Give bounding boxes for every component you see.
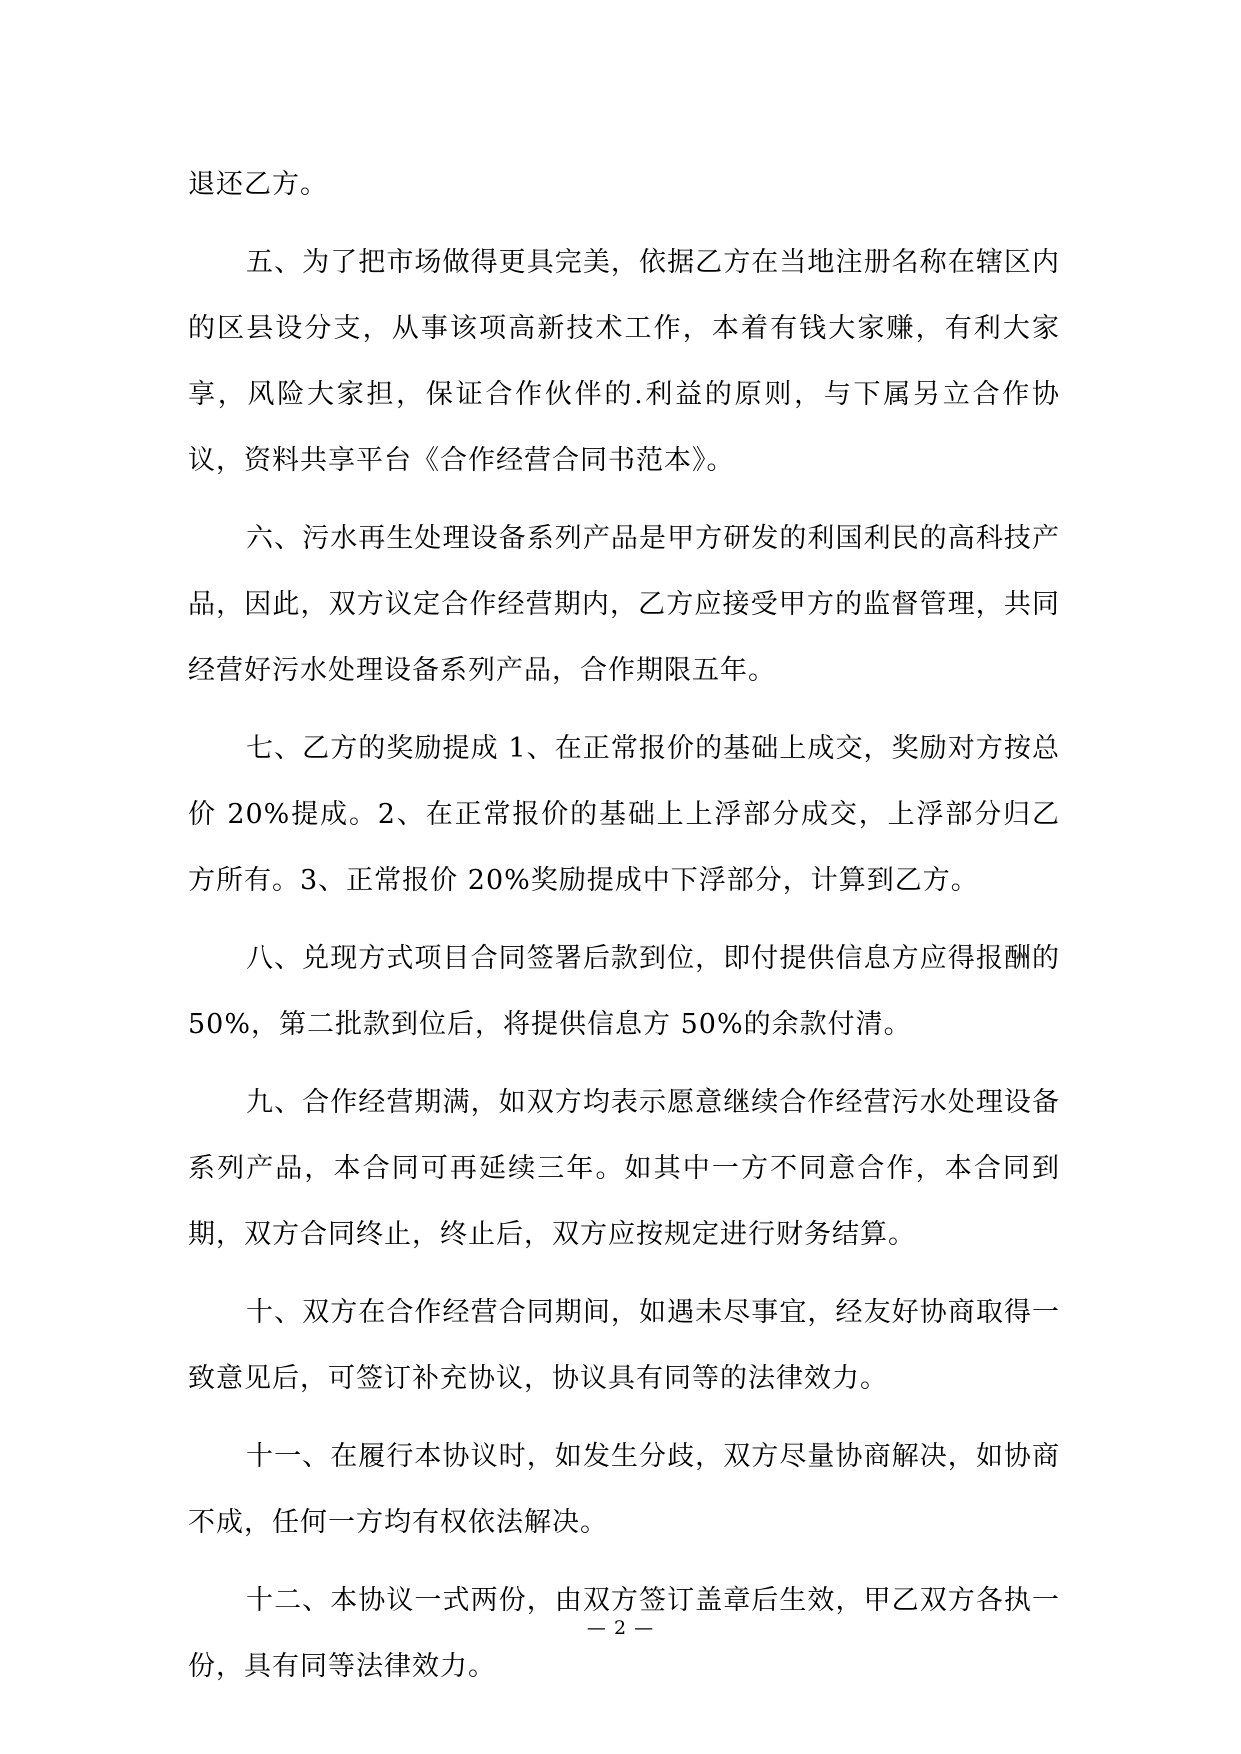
page-number: — 2 — bbox=[586, 1617, 655, 1639]
paragraph-clause-11: 十一、在履行本协议时，如发生分歧，双方尽量协商解决，如协商不成，任何一方均有权依法解决。 bbox=[188, 1441, 1060, 1538]
paragraph-clause-5: 五、为了把市场做得更具完美，依据乙方在当地注册名称在辖区内的区县设分支，从事该项高新技术工作，本着有钱大家赚，有利大家享，风险大家担，保证合作伙伴的.利益的原则，与下属另立合作协议，资料共享平台《合作经营合同书范本》。 bbox=[188, 247, 1060, 476]
paragraph-clause-10: 十、双方在合作经营合同期间，如遇未尽事宜，经友好协商取得一致意见后，可签订补充协议，协议具有同等的法律效力。 bbox=[188, 1297, 1060, 1394]
paragraph-clause-6: 六、污水再生处理设备系列产品是甲方研发的利国利民的高科技产品，因此，双方议定合作经营期内，乙方应接受甲方的监督管理，共同经营好污水处理设备系列产品，合作期限五年。 bbox=[188, 523, 1060, 686]
body-text bbox=[188, 152, 1060, 1712]
paragraph-clause-9: 九、合作经营期满，如双方均表示愿意继续合作经营污水处理设备系列产品，本合同可再延续三年。如其中一方不同意合作，本合同到期，双方合同终止，终止后，双方应按规定进行财务结算。 bbox=[188, 1087, 1060, 1250]
paragraph-clause-12: 十二、本协议一式两份，由双方签订盖章后生效，甲乙双方各执一份，具有同等法律效力。 bbox=[188, 1585, 1060, 1682]
paragraph-clause-7: 七、乙方的奖励提成 1、在正常报价的基础上成交，奖励对方按总价 20%提成。2、在正常报价的基础上上浮部分成交，上浮部分归乙方所有。3、正常报价 20%奖励提成中下浮部分，计算到乙方。 bbox=[188, 733, 1060, 896]
paragraph-continuation: 退还乙方。 bbox=[188, 169, 328, 200]
paragraph-clause-8: 八、兑现方式项目合同签署后款到位，即付提供信息方应得报酬的 50%，第二批款到位后，将提供信息方 50%的余款付清。 bbox=[188, 943, 1060, 1040]
